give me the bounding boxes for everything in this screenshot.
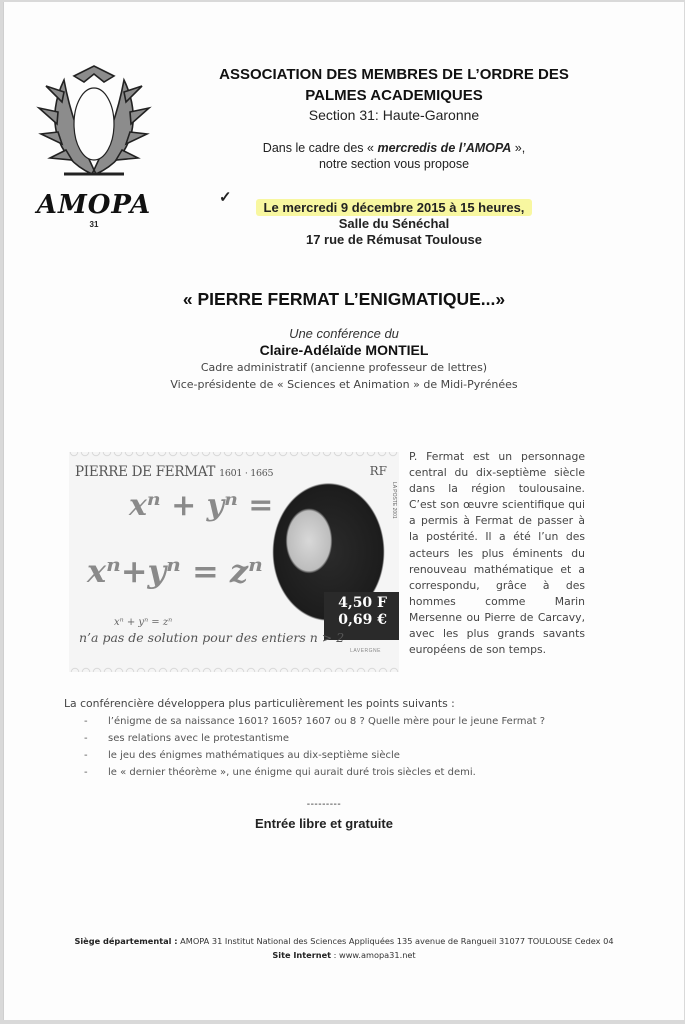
points-intro: La conférencière développera plus particulièrement les points suivants : — [64, 697, 455, 710]
series-name: mercredis de l’AMOPA — [377, 141, 512, 155]
list-item: - le jeu des énigmes mathématiques au dix-septième siècle — [64, 747, 634, 764]
talk-title: « PIERRE FERMAT L’ENIGMATIQUE...» — [182, 289, 506, 309]
stamp-artist: LAVERGNE — [350, 648, 381, 654]
hq-address: AMOPA 31 Institut National des Sciences Appliquées 135 avenue de Rangueil 31077 TOULOUSE Cedex 04 — [177, 936, 614, 946]
website-label: Site Internet — [272, 950, 332, 960]
stamp-price — [338, 595, 387, 629]
intro-line-2: notre section vous propose — [318, 157, 470, 171]
stamp-title — [75, 464, 273, 480]
stamp-perforation-bottom — [69, 664, 399, 672]
stamp-years: 1601 · 1665 — [219, 468, 274, 479]
stamp-perforation-top — [69, 452, 399, 460]
intro-prefix: Dans le cadre des « — [262, 141, 378, 155]
price-franc: 4,50 F — [338, 595, 387, 611]
section-number: 31 — [89, 220, 99, 229]
stamp-small-formula: xⁿ + yⁿ = zⁿ — [114, 617, 173, 628]
speaker-role-1: Cadre administratif (ancienne professeur de lettres) — [200, 361, 488, 374]
event-venue: Salle du Sénéchal — [338, 216, 450, 231]
check-mark-icon: ✓ — [219, 189, 232, 206]
organization-title — [164, 64, 624, 106]
section-name: Section 31: Haute-Garonne — [308, 107, 480, 123]
intro-text — [204, 140, 584, 172]
org-title-line-2: PALMES ACADEMIQUES — [305, 87, 483, 104]
document-page — [3, 2, 684, 1020]
conference-intro: Une conférence du — [289, 326, 399, 341]
event-datetime: Le mercredi 9 décembre 2015 à 15 heures, — [256, 199, 533, 216]
stamp-formula-top: xⁿ + yⁿ = — [129, 488, 274, 523]
list-item: - ses relations avec le protestantisme — [64, 730, 634, 747]
footer-website — [34, 948, 654, 962]
list-item: - l’énigme de sa naissance 1601? 1605? 1607 ou 8 ? Quelle mère pour le jeune Fermat ? — [64, 713, 634, 730]
speaker-role-2: Vice-présidente de « Sciences et Animation » de Midi-Pyrénées — [170, 378, 518, 391]
speaker-block — [104, 325, 584, 393]
free-entry-notice: Entrée libre et gratuite — [255, 816, 393, 831]
amopa-wordmark: AMOPA — [36, 190, 152, 220]
list-item: - le « dernier théorème », une énigme qui aurait duré trois siècles et demi. — [64, 764, 634, 781]
website-url[interactable]: : www.amopa31.net — [331, 950, 416, 960]
speaker-name: Claire-Adélaïde MONTIEL — [259, 342, 429, 358]
points-list — [64, 713, 634, 781]
palm-wreath-icon — [34, 62, 154, 187]
fermat-stamp-image — [69, 452, 399, 672]
stamp-name: PIERRE DE FERMAT — [75, 464, 216, 480]
intro-suffix: », — [511, 141, 526, 155]
event-address: 17 rue de Rémusat Toulouse — [305, 232, 483, 247]
stamp-vertical-text: LA POSTE 2001 — [391, 482, 397, 519]
amopa-logo — [34, 62, 154, 232]
hq-label: Siège départemental : — [74, 936, 178, 946]
stamp-caption: n’a pas de solution pour des entiers n > 2 — [79, 630, 345, 645]
event-details — [164, 200, 624, 248]
stamp-formula-main: xⁿ+yⁿ = zⁿ — [87, 552, 263, 590]
footer — [34, 934, 654, 962]
stamp-country: RF — [369, 464, 387, 478]
separator: --------- — [306, 799, 342, 810]
price-euro: 0,69 € — [338, 612, 387, 628]
footer-hq — [34, 934, 654, 948]
fermat-biography: P. Fermat est un personnage central du dix-septième siècle dans la région toulousaine. C’est son œuvre scientifique qui a permis à Fermat de passer à la postérité. Il a été l’un des acteurs les plus éminents du renouveau mathématique et a correspondu, grâce à des hommes comme Marin Mersenne ou Pierre de Carcavy, avec les plus grands savants européens de son temps. — [409, 450, 585, 657]
org-title-line-1: ASSOCIATION DES MEMBRES DE L’ORDRE DES — [219, 66, 569, 83]
